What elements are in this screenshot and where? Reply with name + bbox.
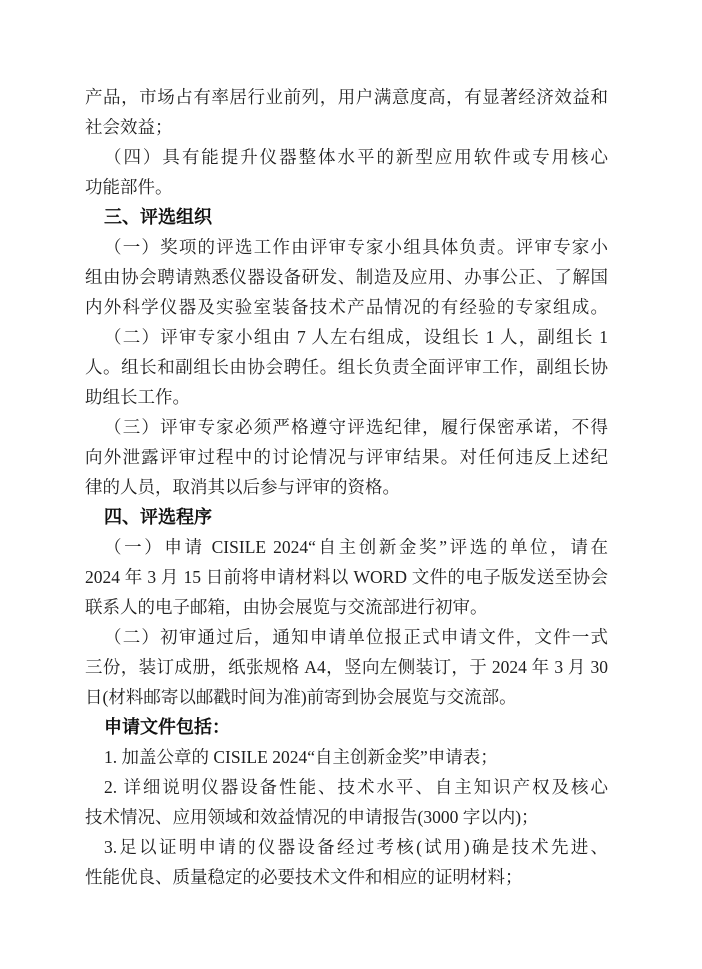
document-text-block <box>85 82 608 892</box>
text-line: （四）具有能提升仪器整体水平的新型应用软件或专用核心 <box>104 147 608 167</box>
text-line: （二）初审通过后，通知申请单位报正式申请文件，文件一式 <box>104 627 608 647</box>
text-line: 产品，市场占有率居行业前列，用户满意度高，有显著经济效益和 <box>85 87 608 107</box>
list-item-line: 1. 加盖公章的 CISILE 2024“自主创新金奖”申请表； <box>104 747 498 767</box>
text-line: 律的人员，取消其以后参与评审的资格。 <box>85 477 400 497</box>
section-heading: 四、评选程序 <box>104 507 212 527</box>
list-item-line: 2. 详细说明仪器设备性能、技术水平、自主知识产权及核心 <box>104 777 608 797</box>
text-line: 技术情况、应用领域和效益情况的申请报告(3000 字以内)； <box>85 807 539 827</box>
text-line: 功能部件。 <box>85 177 173 197</box>
text-line: （一）申请 CISILE 2024“自主创新金奖”评选的单位，请在 <box>104 537 608 557</box>
section-heading: 三、评选组织 <box>104 207 212 227</box>
text-line: 联系人的电子邮箱，由协会展览与交流部进行初审。 <box>85 597 488 617</box>
section-heading: 申请文件包括： <box>104 717 230 737</box>
text-line: 2024 年 3 月 15 日前将申请材料以 WORD 文件的电子版发送至协会 <box>85 567 608 587</box>
text-line: 性能优良、质量稳定的必要技术文件和相应的证明材料； <box>85 867 523 887</box>
text-line: 向外泄露评审过程中的讨论情况与评审结果。对任何违反上述纪 <box>85 447 608 467</box>
text-line: （三）评审专家必须严格遵守评选纪律，履行保密承诺，不得 <box>104 417 608 437</box>
text-line: 助组长工作。 <box>85 387 190 407</box>
list-item-line: 3.足以证明申请的仪器设备经过考核(试用)确是技术先进、 <box>104 837 608 857</box>
text-line: 日(材料邮寄以邮戳时间为准)前寄到协会展览与交流部。 <box>85 687 517 707</box>
text-line: 组由协会聘请熟悉仪器设备研发、制造及应用、办事公正、了解国 <box>85 267 608 287</box>
text-line: 三份，装订成册，纸张规格 A4，竖向左侧装订，于 2024 年 3 月 30 <box>85 657 608 677</box>
text-line: （一）奖项的评选工作由评审专家小组具体负责。评审专家小 <box>104 237 608 257</box>
text-line: 内外科学仪器及实验室装备技术产品情况的有经验的专家组成。 <box>85 297 608 317</box>
text-line: 人。组长和副组长由协会聘任。组长负责全面评审工作，副组长协 <box>85 357 608 377</box>
text-line: 社会效益； <box>85 117 173 137</box>
text-line: （二）评审专家小组由 7 人左右组成，设组长 1 人，副组长 1 <box>104 327 608 347</box>
